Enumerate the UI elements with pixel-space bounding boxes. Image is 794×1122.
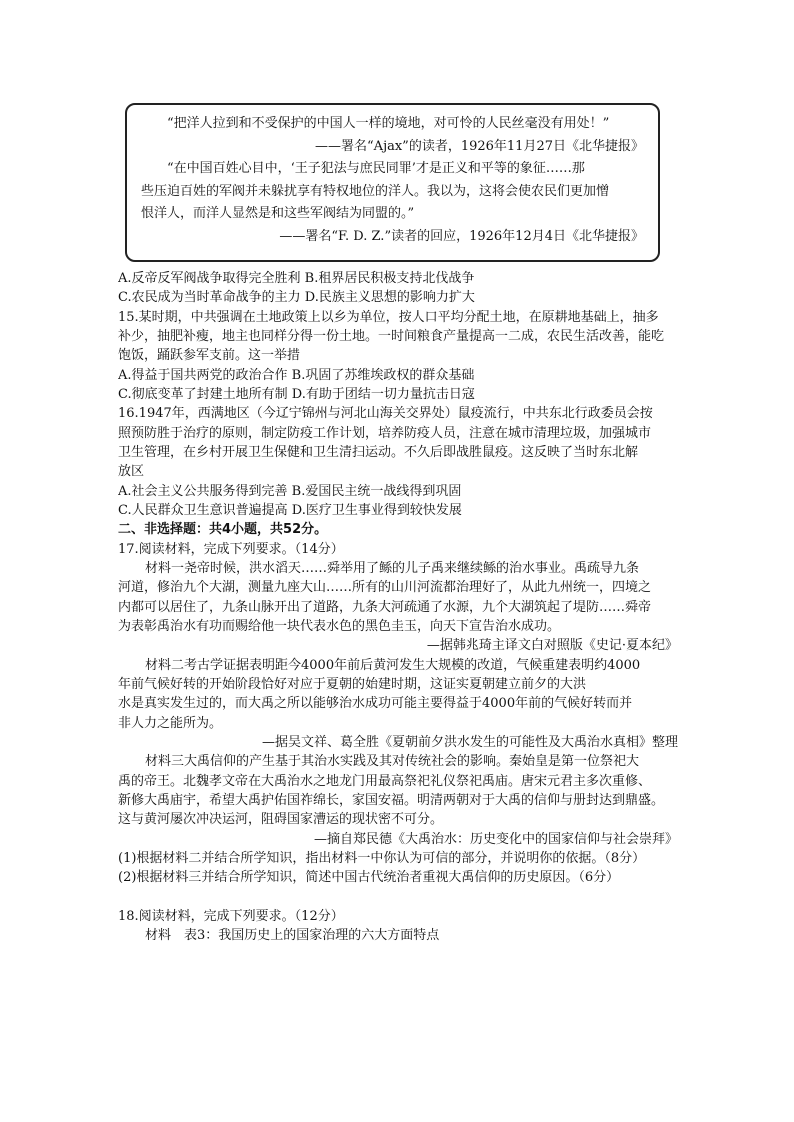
- q16-option-ab: A.社会主义公共服务得到完善 B.爱国民主统一战线得到巩固: [118, 484, 462, 499]
- q17-material-1: 材料一尧帝时候，洪水滔天……舜举用了鲧的儿子禹来继续鲧的治水事业。禹疏导九条: [145, 561, 640, 576]
- q16-stem: 放区: [118, 464, 145, 479]
- q16-stem: 照预防胜于治疗的原则，制定防疫工作计划，培养防疫人员，注意在城市清理垃圾，加强城市: [118, 426, 652, 441]
- q17-material-2: 非人力之能所为。: [118, 716, 223, 731]
- quote-fdz-line: 恨洋人，而洋人显然是和这些军阀结为同盟的。”: [141, 206, 415, 221]
- q16-stem: 16.1947年，西满地区（今辽宁锦州与河北山海关交界处）鼠疫流行，中共东北行政委员会按: [118, 406, 653, 421]
- quote-box: [125, 103, 660, 262]
- section-heading: 二、非选择题：共4小题，共52分。: [118, 522, 328, 537]
- quote-fdz-source: ——署名“F. D. Z.”读者的回应，1926年12月4日《北华捷报》: [279, 228, 644, 244]
- q17-material-3: 材料三大禹信仰的产生基于其治水实践及其对传统社会的影响。秦始皇是第一位祭祀大: [145, 754, 640, 769]
- quote-ajax-source: ——署名“Ajax”的读者，1926年11月27日《北华捷报》: [315, 138, 644, 154]
- q17-material-2: 水是真实发生过的，而大禹之所以能够治水成功可能主要得益于4000年前的气候好转而并: [118, 696, 633, 711]
- q15-option-cd: C.彻底变革了封建土地所有制 D.有助于团结一切力量抗击日寇: [118, 387, 475, 402]
- q17-material-2: 年前气候好转的开始阶段恰好对应于夏朝的始建时期，这证实夏朝建立前夕的大洪: [118, 677, 587, 692]
- q15-stem: 补少，抽肥补瘦，地主也同样分得一份土地。一时间粮食产量提高一二成，农民生活改善，能吃: [118, 329, 665, 344]
- q16-option-cd: C.人民群众卫生意识普遍提高 D.医疗卫生事业得到较快发展: [118, 503, 462, 518]
- q17-question-1: (1)根据材料二并结合所学知识，指出材料一中你认为可信的部分，并说明你的依据。（8分）: [118, 851, 646, 866]
- q17-material-1: 河道，修治九个大湖，测量九座大山……所有的山川河流都治理好了，从此九州统一，四境之: [118, 580, 652, 595]
- quote-ajax: “把洋人拉到和不受保护的中国人一样的境地，对可怜的人民丝毫没有用处！”: [167, 116, 610, 131]
- q17-material-3: 新修大禹庙宇，希望大禹护佑国祚绵长，家国安福。明清两朝对于大禹的信仰与册封达到鼎盛。: [118, 793, 665, 808]
- q15-stem: 15.某时期，中共强调在土地政策上以乡为单位，按人口平均分配土地，在原耕地基础上，抽多: [118, 310, 659, 325]
- q17-material-1: 内都可以居住了，九条山脉开出了道路，九条大河疏通了水源，九个大湖筑起了堤防……舜帝: [118, 600, 652, 615]
- q17-question-2: (2)根据材料三并结合所学知识，简述中国古代统治者重视大禹信仰的历史原因。（6分）: [118, 870, 620, 885]
- quote-fdz-line: “在中国百姓心目中，‘王子犯法与庶民同罪’才是正义和平等的象征……那: [167, 161, 585, 176]
- q15-option-ab: A.得益于国共两党的政治合作 B.巩固了苏维埃政权的群众基础: [118, 368, 475, 383]
- q17-material-2: 材料二考古学证据表明距今4000年前后黄河发生大规模的改道，气候重建表明约4000: [145, 658, 641, 673]
- q14-option-cd: C.农民成为当时革命战争的主力 D.民族主义思想的影响力扩大: [118, 290, 475, 305]
- q18-stem: 18.阅读材料，完成下列要求。（12分）: [118, 909, 344, 924]
- quote-fdz-line: 些压迫百姓的军阀并未躲扰享有特权地位的洋人。我以为，这将会使农民们更加憎: [141, 183, 610, 199]
- q17-material-1-source: —据韩兆琦主译文白对照版《史记·夏本纪》: [426, 638, 678, 653]
- q17-material-2-source: —据吴文祥、葛全胜《夏朝前夕洪水发生的可能性及大禹治水真相》整理: [261, 735, 678, 750]
- q17-material-3: 禹的帝王。北魏孝文帝在大禹治水之地龙门用最高祭祀礼仪祭祀禹庙。唐宋元君主多次重修、: [118, 774, 652, 789]
- q17-material-3-source: —摘自郑民德《大禹治水：历史变化中的国家信仰与社会崇拜》: [313, 832, 678, 847]
- q16-stem: 卫生管理，在乡村开展卫生保健和卫生清扫运动。不久后即战胜鼠疫。这反映了当时东北解: [118, 445, 639, 460]
- q15-stem: 饱饭，踊跃参军支前。这一举措: [118, 348, 301, 363]
- q17-material-3: 这与黄河屡次冲决运河，阻碍国家漕运的现状密不可分。: [118, 812, 444, 827]
- q17-stem: 17.阅读材料，完成下列要求。（14分）: [118, 542, 344, 557]
- q18-material: 材料 表3：我国历史上的国家治理的六大方面特点: [145, 928, 440, 943]
- q14-option-ab: A.反帝反军阀战争取得完全胜利 B.租界居民积极支持北伐战争: [118, 271, 475, 286]
- q17-material-1: 为表彰禹治水有功而赐给他一块代表水色的黑色圭玉，向天下宣告治水成功。: [118, 619, 561, 634]
